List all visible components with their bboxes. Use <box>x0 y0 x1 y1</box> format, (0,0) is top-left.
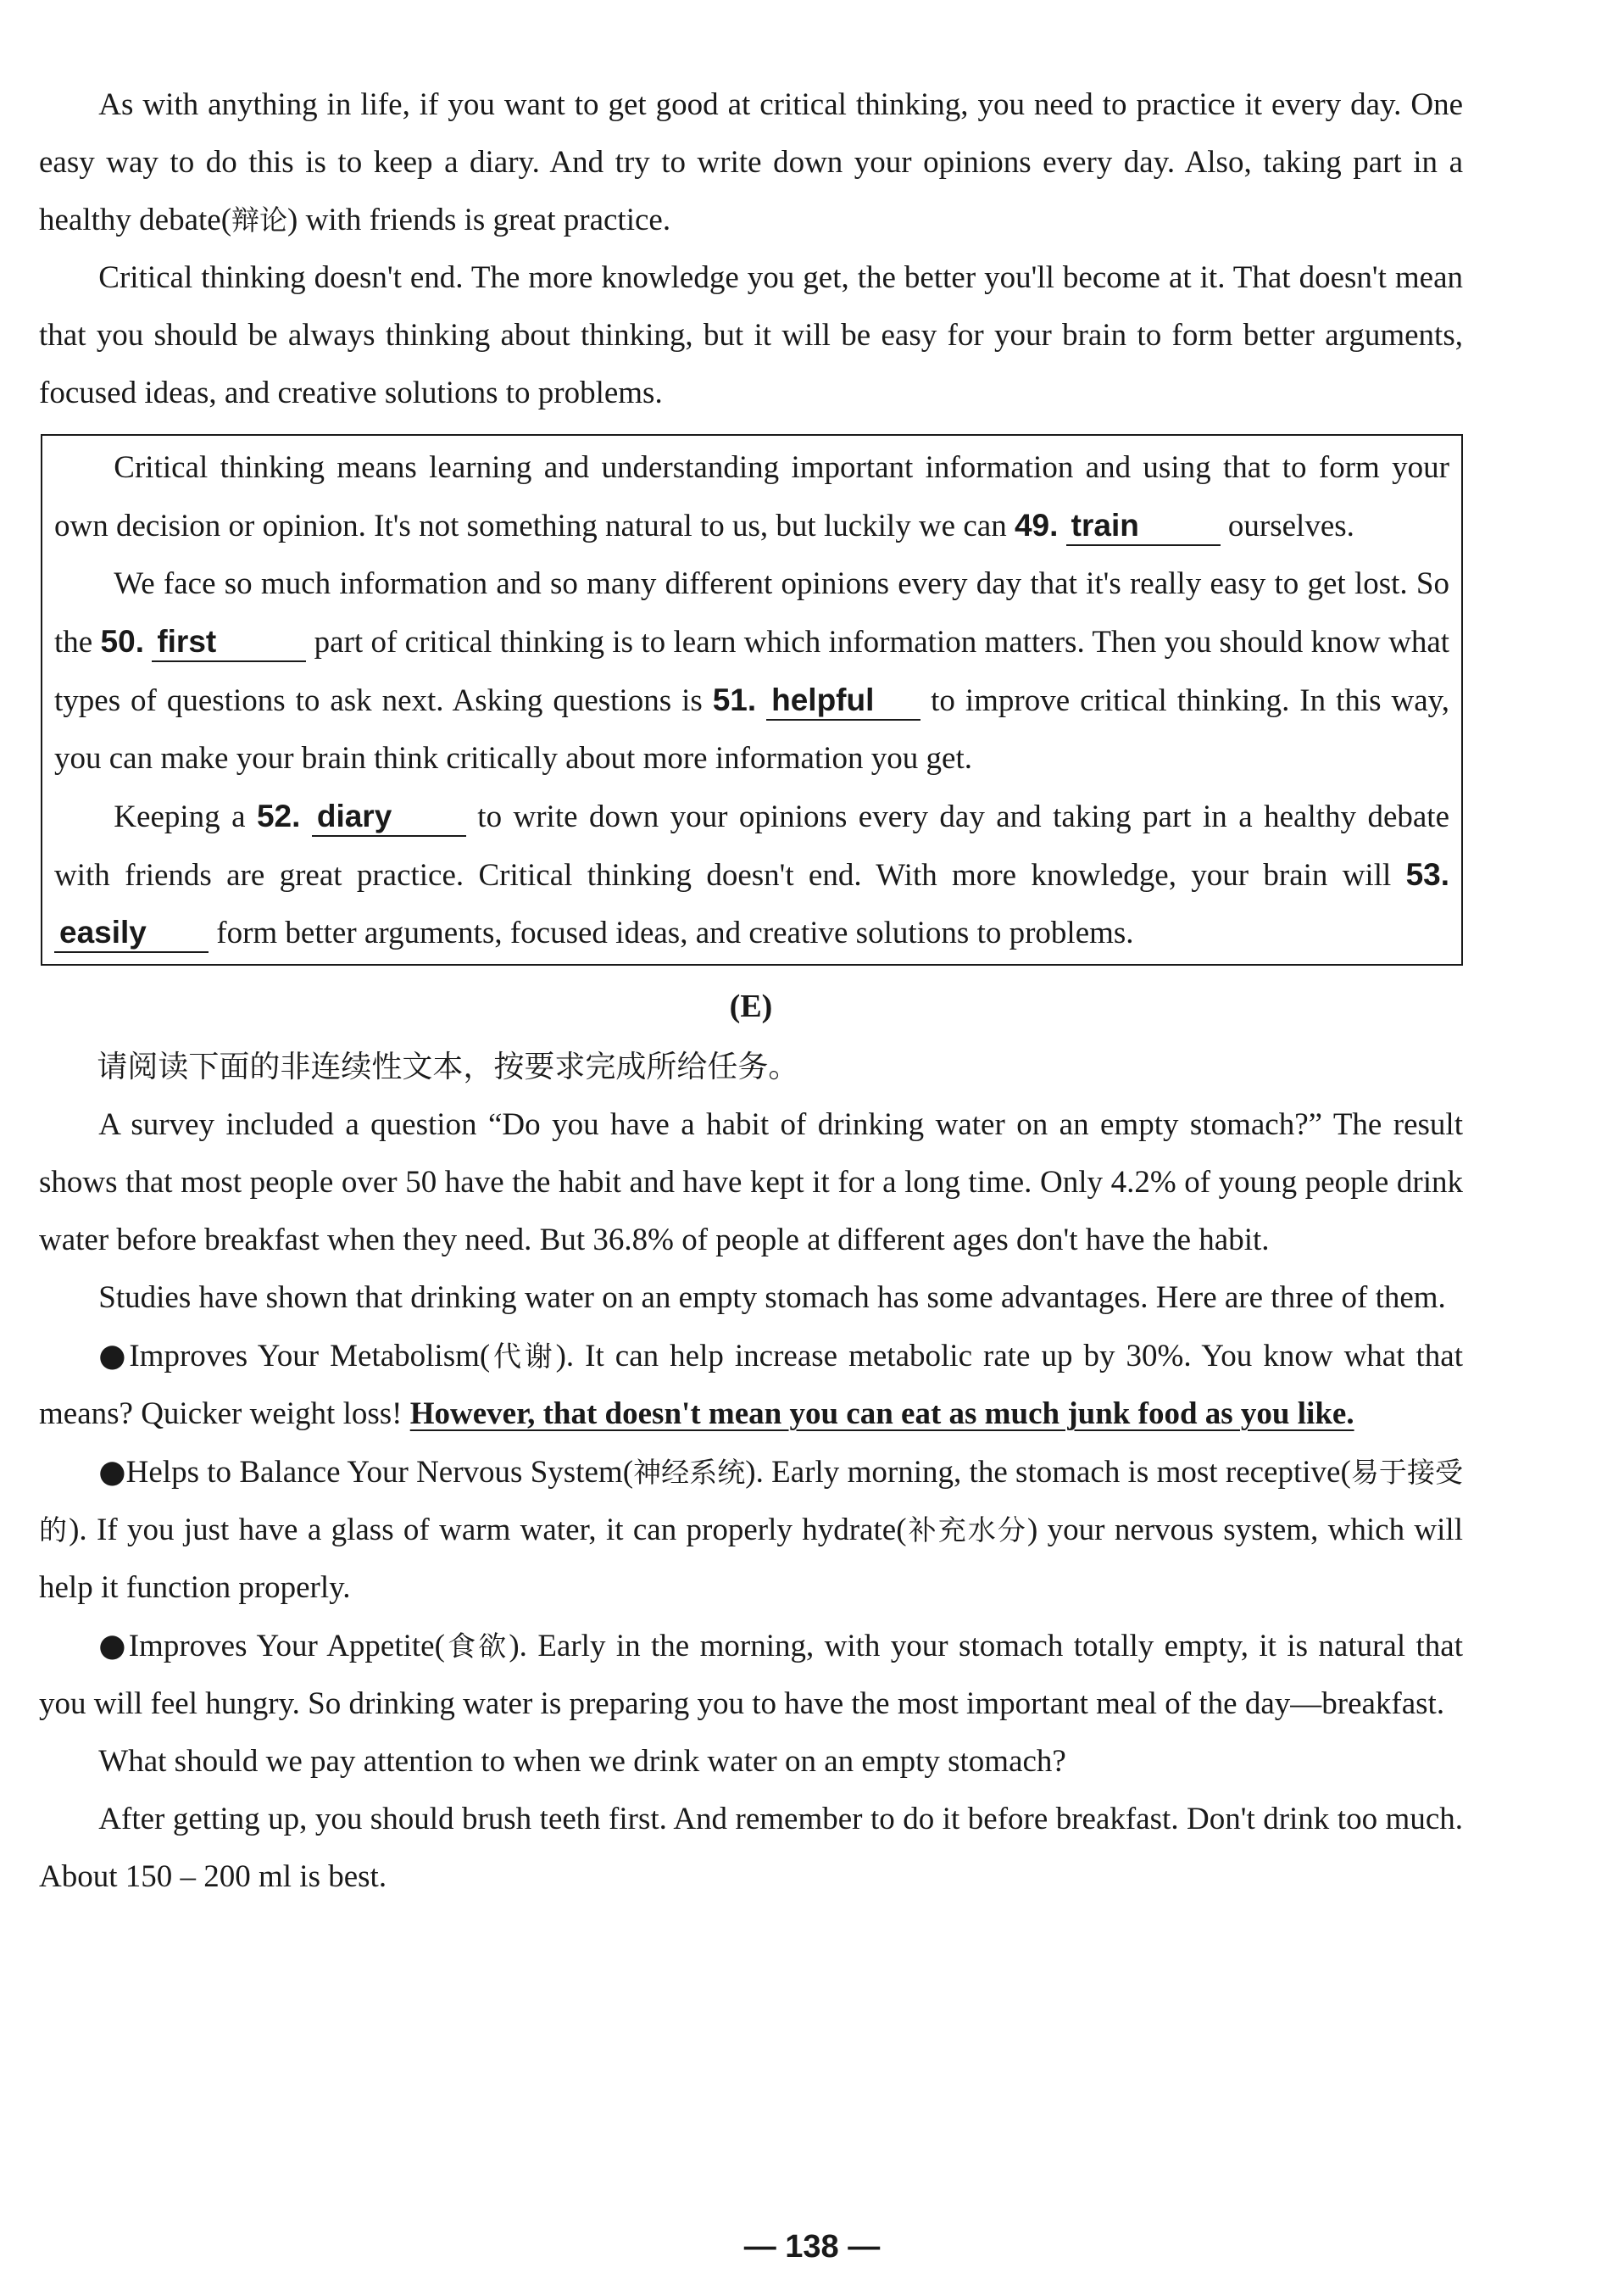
bullet-icon: ● <box>98 1337 130 1373</box>
question-number-53: 53. <box>1405 857 1449 892</box>
question-number-49: 49. <box>1014 508 1059 543</box>
section-instruction: 请阅读下面的非连续性文本，按要求完成所给任务。 <box>97 1050 799 1084</box>
question-number-52: 52. <box>256 799 301 833</box>
summary-paragraph-2: We face so much information and so many different opinions every day that it's really easy to get lost. So the 50. first part of critical thinking is to learn which information matters. Then you should know what types of questions to ask next. Asking questions is 51. helpful to improve critical thinking. In this way, you can make your brain think critically about more information you get. <box>54 566 1450 776</box>
bullet-icon: ● <box>98 1453 126 1490</box>
question-number-50: 50. <box>100 624 144 659</box>
answer-blank-53: easily <box>54 914 209 953</box>
bullet-icon: ● <box>98 1627 129 1663</box>
advantage-appetite: ●Improves Your Appetite(食欲). Early in the morning, with your stomach totally empty, it is natural that you will feel hungry. So drinking water is preparing you to have the most important meal of the day—breakfast. <box>39 1627 1463 1721</box>
summary-paragraph-3: Keeping a 52. diary to write down your opinions every day and taking part in a healthy debate with friends are great practice. Critical thinking doesn't end. With more knowledge, your brain will 53. easily form better arguments, focused ideas, and creative solutions to problems. <box>54 788 1449 962</box>
summary-paragraph-1: Critical thinking means learning and understanding important information and using that to form your own decision or opinion. It's not something natural to us, but luckily we can 49. train ourselves. <box>54 439 1449 555</box>
answer-blank-50: first <box>152 623 306 662</box>
summary-box <box>41 434 1463 966</box>
page-number: — 138 — <box>743 2229 881 2265</box>
survey-paragraph: A survey included a question “Do you have a habit of drinking water on an empty stomach?” The result shows that most people over 50 have the habit and have kept it for a long time. Only 4.2% of young people drink water before breakfast when they need. But 36.8% of people at different ages don't have the habit. <box>39 1107 1463 1257</box>
intro-paragraph-2: Critical thinking doesn't end. The more knowledge you get, the better you'll become at it. That doesn't mean that you should be always thinking about thinking, but it will be easy for your brain to form better arguments, focused ideas, and creative solutions to problems. <box>39 260 1463 410</box>
advice-paragraph: After getting up, you should brush teeth first. And remember to do it before breakfast. Don't drink too much. About 150 – 200 ml is best. <box>39 1802 1463 1894</box>
question-number-51: 51. <box>712 683 757 717</box>
intro-paragraph-1: As with anything in life, if you want to get good at critical thinking, you need to practice it every day. One easy way to do this is to keep a diary. And try to write down your opinions every day. Also, taking part in a healthy debate(辩论) with friends is great practice. <box>39 87 1463 237</box>
studies-paragraph: Studies have shown that drinking water on an empty stomach has some advantages. Here are three of them. <box>98 1280 1446 1315</box>
underlined-sentence: However, that doesn't mean you can eat as much junk food as you like. <box>409 1396 1354 1431</box>
advantage-nervous-system: ●Helps to Balance Your Nervous System(神经系统). Early morning, the stomach is most receptive(易于接受的). If you just have a glass of warm water, it can properly hydrate(补充水分) your nervous system, which will help it function properly. <box>39 1453 1463 1605</box>
document-page <box>39 76 1463 1906</box>
answer-blank-51: helpful <box>766 682 920 721</box>
answer-blank-52: diary <box>312 798 466 837</box>
attention-question: What should we pay attention to when we drink water on an empty stomach? <box>98 1744 1066 1779</box>
answer-blank-49: train <box>1066 507 1221 546</box>
advantage-metabolism: ●Improves Your Metabolism(代谢). It can help increase metabolic rate up by 30%. You know what that means? Quicker weight loss! However, that doesn't mean you can eat as much junk food as you like. <box>39 1337 1463 1431</box>
section-heading: (E) <box>729 989 773 1024</box>
